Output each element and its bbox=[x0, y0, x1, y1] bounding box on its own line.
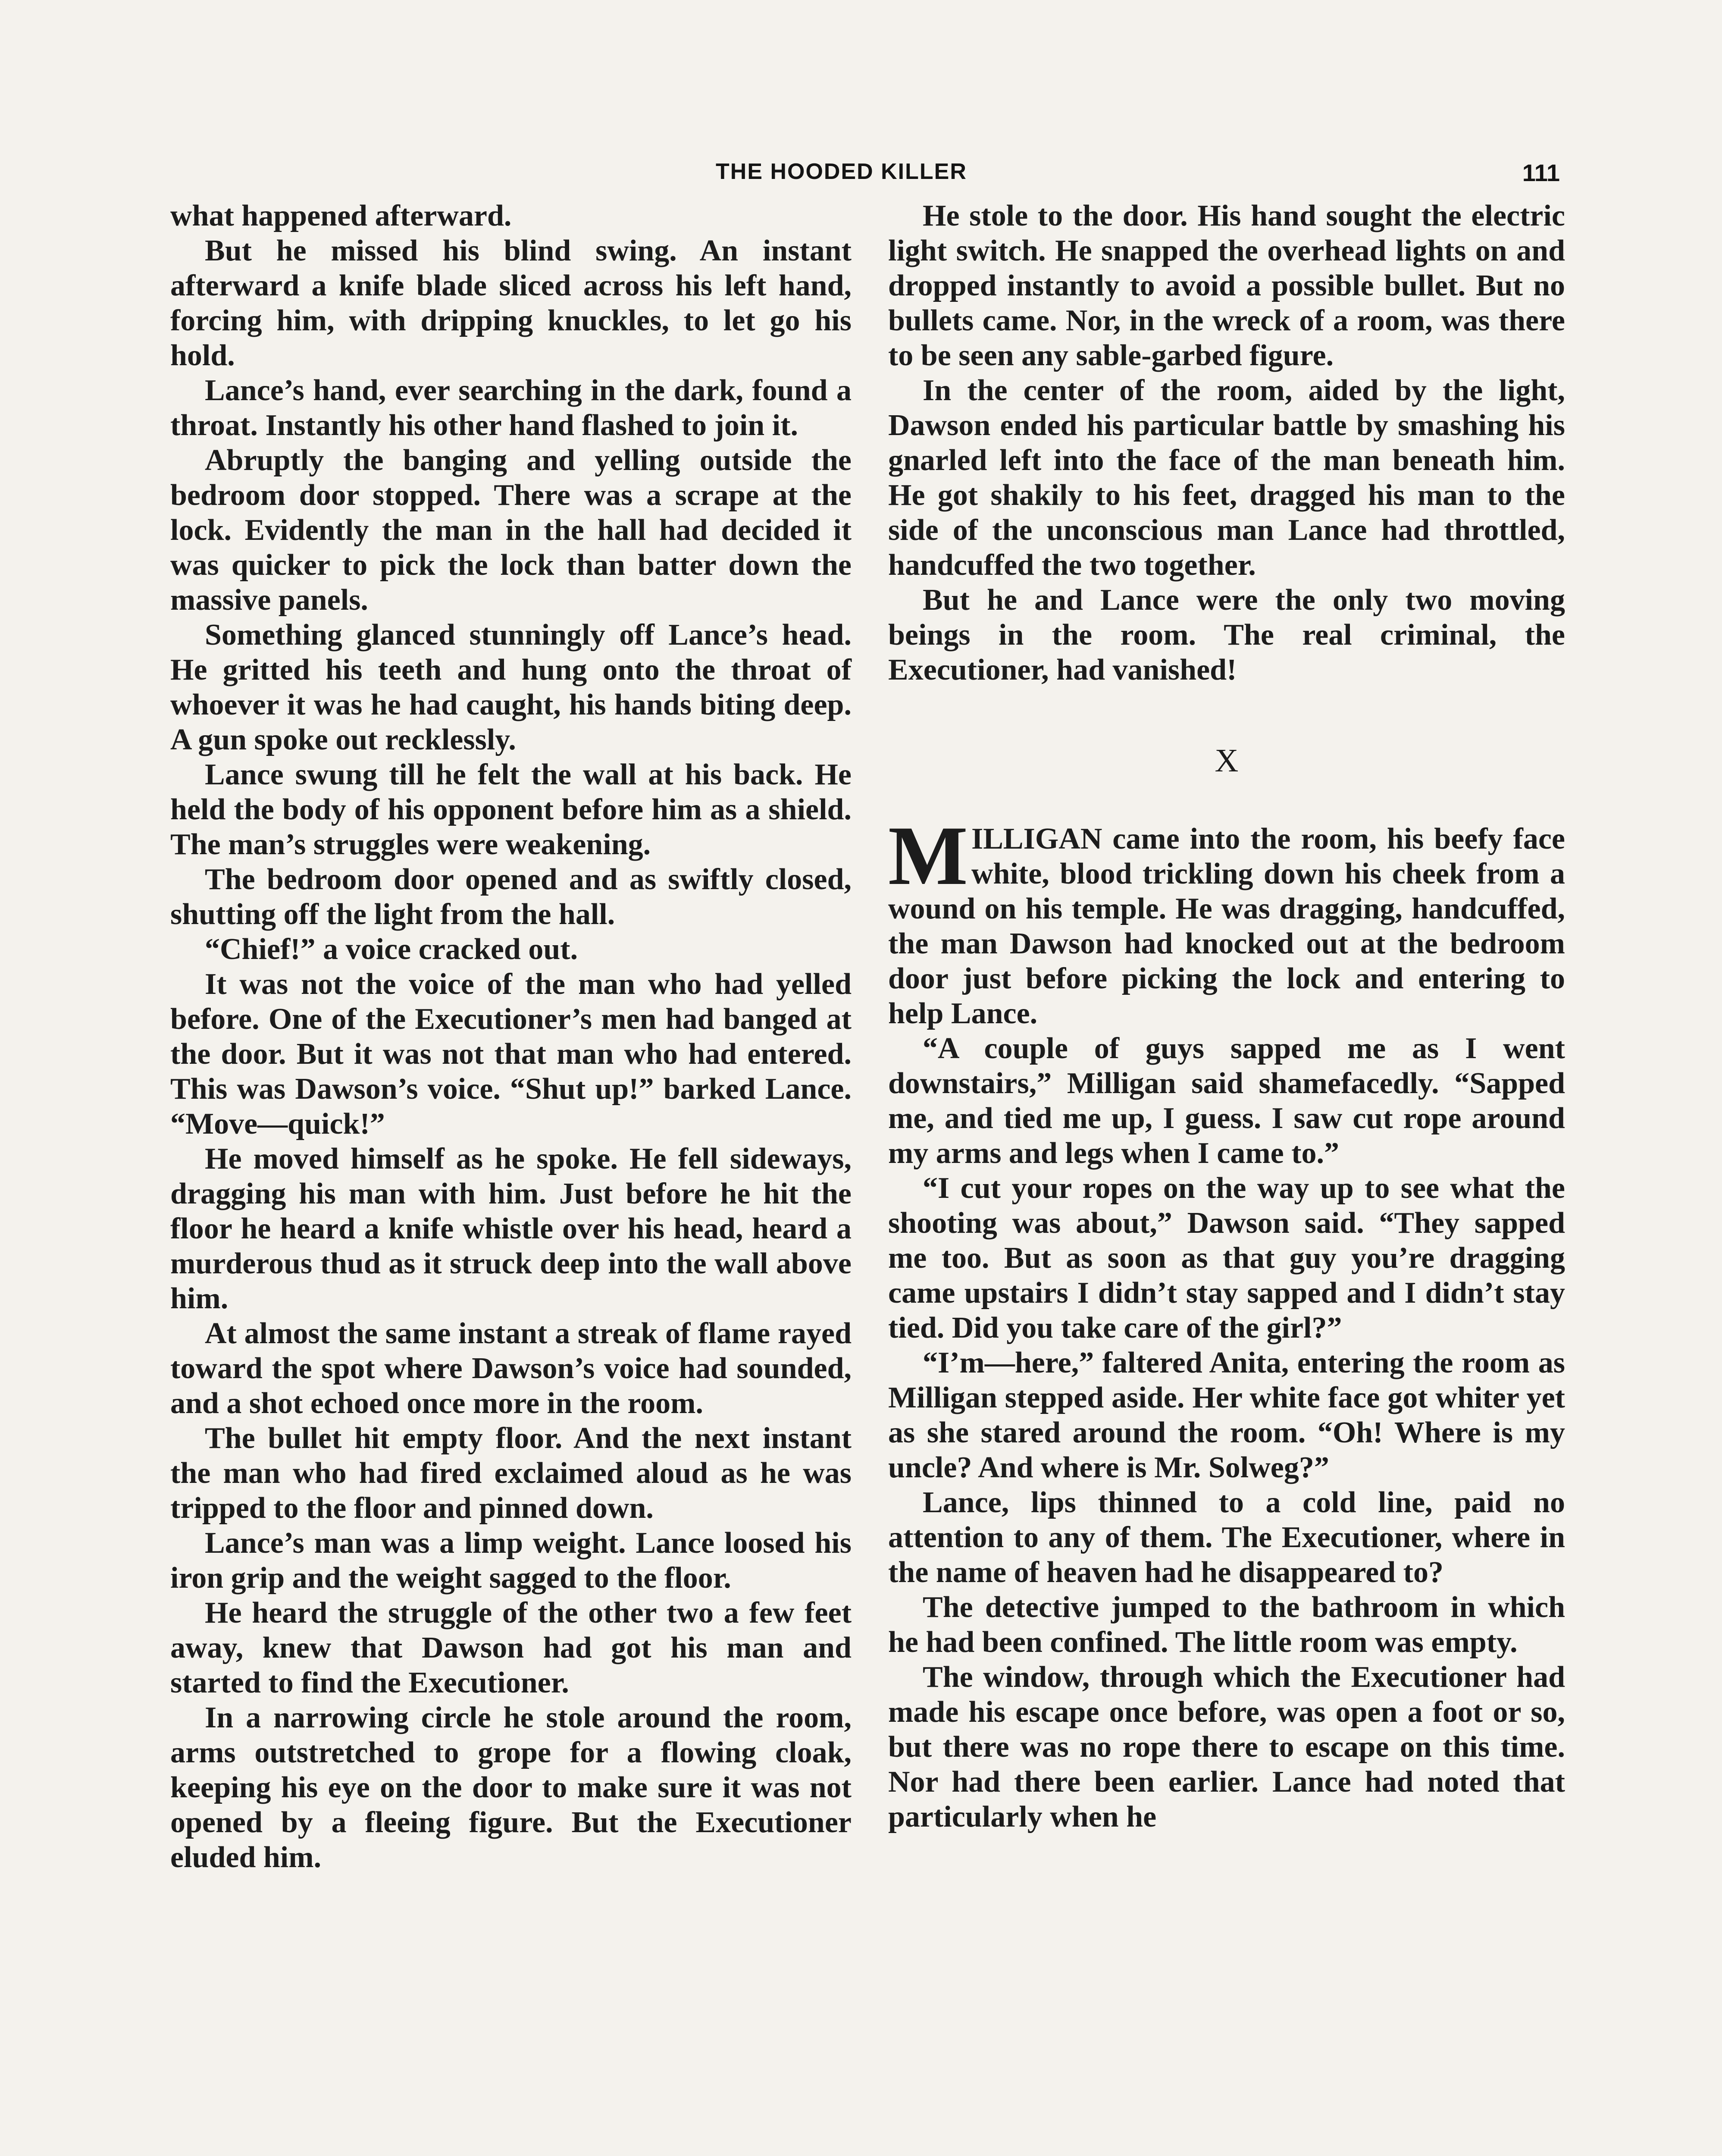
running-head: THE HOODED KILLER bbox=[716, 159, 967, 184]
paragraph: It was not the voice of the man who had yelled before. One of the Executioner’s men had banged at the door. But it was not that man who had entered. This was Dawson’s voice. “Shut up!” barked Lance. “Move—quick!” bbox=[170, 968, 852, 1141]
paragraph: The bullet hit empty floor. And the next instant the man who had fired exclaimed aloud as he was tripped to the floor and pinned down. bbox=[170, 1422, 852, 1525]
paragraph: what happened afterward. bbox=[170, 199, 512, 232]
left-column bbox=[170, 198, 852, 1875]
paragraph: But he and Lance were the only two moving beings in the room. The real criminal, the Executioner, had vanished! bbox=[888, 583, 1565, 686]
page-number: 111 bbox=[1522, 159, 1560, 186]
paragraph: The detective jumped to the bathroom in which he had been confined. The little room was empty. bbox=[888, 1591, 1565, 1659]
paragraph: He moved himself as he spoke. He fell sideways, dragging his man with him. Just before he hit the floor he heard a knife whistle over his head, heard a murderous thud as it struck deep into the wall above him. bbox=[170, 1142, 852, 1315]
paragraph: At almost the same instant a streak of flame rayed toward the spot where Dawson’s voice had sounded, and a shot echoed once more in the room. bbox=[170, 1317, 852, 1420]
paragraph: Lance, lips thinned to a cold line, paid no attention to any of them. The Executioner, where in the name of heaven had he disappeared to? bbox=[888, 1486, 1565, 1589]
paragraph: Abruptly the banging and yelling outside the bedroom door stopped. There was a scrape at the lock. Evidently the man in the hall had decided it was quicker to pick the lock than batter down the massive panels. bbox=[170, 444, 852, 617]
paragraph: MILLIGAN came into the room, his beefy face white, blood trickling down his cheek from a wound on his temple. He was dragging, handcuffed, the man Dawson had knocked out at the bedroom door just before picking the lock and entering to help Lance. bbox=[888, 809, 1565, 1030]
paragraph: He stole to the door. His hand sought the electric light switch. He snapped the overhead lights on and dropped instantly to avoid a possible bullet. But no bullets came. Nor, in the wreck of a room, was there to be seen any sable-garbed figure. bbox=[888, 199, 1565, 372]
paragraph: “I’m—here,” faltered Anita, entering the room as Milligan stepped aside. Her white face got whiter yet as she stared around the room. “Oh! Where is my uncle? And where is Mr. Solweg?” bbox=[888, 1346, 1565, 1484]
paragraph: In the center of the room, aided by the light, Dawson ended his particular battle by smashing his gnarled left into the face of the man beneath him. He got shakily to his feet, dragged his man to the side of the unconscious man Lance had throttled, handcuffed the two together. bbox=[888, 374, 1565, 582]
paragraph: Lance swung till he felt the wall at his back. He held the body of his opponent before him as a shield. The man’s struggles were weakening. bbox=[170, 758, 852, 861]
paragraph: “A couple of guys sapped me as I went downstairs,” Milligan said shamefacedly. “Sapped me, and tied me up, I guess. I saw cut rope around my arms and legs when I came to.” bbox=[888, 1032, 1565, 1170]
paragraph: He heard the struggle of the other two a few feet away, knew that Dawson had got his man and started to find the Executioner. bbox=[170, 1596, 852, 1699]
right-column bbox=[888, 198, 1565, 1834]
right-column-after-section bbox=[888, 809, 1565, 1834]
paragraph: Something glanced stunningly off Lance’s head. He gritted his teeth and hung onto the throat of whoever it was he had caught, his hands biting deep. A gun spoke out recklessly. bbox=[170, 618, 852, 756]
paragraph: Lance’s man was a limp weight. Lance loosed his iron grip and the weight sagged to the floor. bbox=[170, 1526, 852, 1595]
section-number: X bbox=[1215, 743, 1239, 779]
paragraph: The bedroom door opened and as swiftly closed, shutting off the light from the hall. bbox=[170, 863, 852, 931]
paragraph: But he missed his blind swing. An instant afterward a knife blade sliced across his left hand, forcing him, with dripping knuckles, to let go his hold. bbox=[170, 234, 852, 372]
paragraph: The window, through which the Executioner had made his escape once before, was open a foot or so, but there was no rope there to escape on this time. Nor had there been earlier. Lance had noted that particularly when he bbox=[888, 1661, 1565, 1833]
right-column-before-section bbox=[888, 198, 1565, 687]
paragraph: Lance’s hand, ever searching in the dark, found a throat. Instantly his other hand flashed to join it. bbox=[170, 374, 852, 442]
paragraph: “Chief!” a voice cracked out. bbox=[205, 933, 578, 966]
paragraph: “I cut your ropes on the way up to see what the shooting was about,” Dawson said. “They sapped me too. But as soon as that guy you’re dragging came upstairs I didn’t stay sapped and I didn’t stay tied. Did you take care of the girl?” bbox=[888, 1172, 1565, 1344]
paragraph: In a narrowing circle he stole around the room, arms outstretched to grope for a flowing cloak, keeping his eye on the door to make sure it was not opened by a fleeing figure. But the Executioner eluded him. bbox=[170, 1701, 852, 1874]
